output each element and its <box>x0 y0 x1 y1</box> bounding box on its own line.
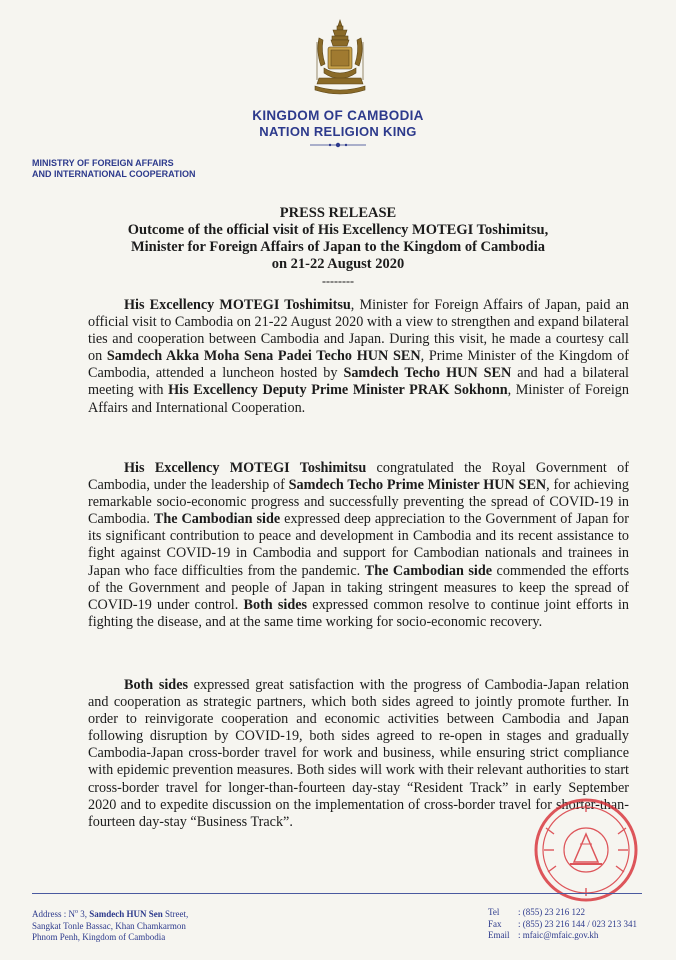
bold-run: Both sides <box>124 677 189 693</box>
address-line-2: Sangkat Tonle Bassac, Khan Chamkarmon <box>32 920 186 931</box>
release-title-line-2: Minister for Foreign Affairs of Japan to the Kingdom of Cambodia <box>130 239 546 255</box>
bold-run: Samdech Techo HUN SEN <box>343 365 512 382</box>
bold-run: Samdech Techo Prime Minister HUN SEN <box>288 477 547 494</box>
text-run: commended the efforts of the Government and people of Japan in taking stringent measures to keep the spread of COVID-19 under control. <box>88 562 629 613</box>
ministry-seal-stamp-icon <box>510 790 650 902</box>
bold-run: His Excellency MOTEGI Toshimitsu <box>124 297 351 313</box>
text-run: , Minister of Foreign Affairs and International Cooperation. <box>88 382 629 416</box>
telephone-line: Tel : (855) 23 216 122 <box>488 907 585 917</box>
address-line-1: Address : $N^o$ 3, Samdech HUN Sen Street, <box>32 909 189 919</box>
paragraph-2 <box>88 460 629 631</box>
text-run: , Minister for Foreign Affairs of Japan, paid an official visit to Cambodia on 21-22 August 2020 with a view to strengthen and expand bilateral ties and cooperation between Cambodia and Japan. During this visit, he made a courtesy call on <box>88 297 629 365</box>
text-run: expressed great satisfaction with the progress of Cambodia-Japan relation and cooperation as strategic partners, which both sides agreed to jointly promote further. In order to reinvigorate cooperation and economic activities between Cambodia and Japan following disruption by COVID-19, both sides agreed to re-open in stages and gradually Cambodia-Japan cross-border travel for work and business, while ensuring strict compliance with epidemic prevention measures. Both sides will work with their relevant authorities to start cross-border travel for longer-than-fourteen day-stay “Resident Track” in early September 2020 and to expedite discussion on the implementation of cross-border travel for shorter-than-fourteen day-stay “Business Track”. <box>88 677 630 830</box>
bold-run: His Excellency MOTEGI Toshimitsu <box>124 460 367 476</box>
address-line-3: Phnom Penh, Kingdom of Cambodia <box>32 932 166 942</box>
ministry-line-2: AND INTERNATIONAL COOPERATION <box>32 169 196 179</box>
bold-run: The Cambodian side <box>364 562 493 579</box>
release-title-line-1: Outcome of the official visit of His Excellency MOTEGI Toshimitsu, <box>127 222 549 238</box>
text-run: , for achieving remarkable socio-economic progress and successfully preventing the spread of COVID-19 in Cambodia. <box>88 477 629 528</box>
bold-run: His Excellency Deputy Prime Minister PRAK Sokhonn <box>168 382 508 399</box>
text-run: expressed common resolve to continue joint efforts in fighting the disease, and at the same time working for socio-economic recovery. <box>88 596 630 630</box>
contact-details <box>488 907 637 942</box>
text-run: congratulated the Royal Government of Cambodia, under the leadership of <box>88 460 629 494</box>
national-motto: NATION RELIGION KING <box>259 124 417 139</box>
bold-run: Samdech Akka Moha Sena Padei Techo HUN SEN <box>106 348 421 365</box>
title-separator: -------- <box>322 274 354 288</box>
footer-divider <box>32 893 642 894</box>
fax-line: Fax : (855) 23 216 144 / 023 213 341 <box>488 918 637 929</box>
text-run: and had a bilateral meeting with <box>88 365 629 399</box>
ministry-line-1: MINISTRY OF FOREIGN AFFAIRS <box>32 158 174 168</box>
royal-arms-icon <box>311 18 369 96</box>
release-title-line-3: on 21-22 August 2020 <box>271 256 405 272</box>
paragraph-1 <box>88 297 629 417</box>
text-run: expressed deep appreciation to the Government of Japan for its significant contribution to peace and development in Cambodia and its recent assistance to fight against COVID-19 in Cambodia and support for Cambodian nationals and trainees in Japan who face difficulties from the pandemic. <box>88 511 629 579</box>
bold-run: Both sides <box>243 596 308 613</box>
text-run: , Prime Minister of the Kingdom of Cambodia, attended a luncheon hosted by <box>88 348 629 382</box>
flourish-divider-icon <box>308 141 368 149</box>
bold-run: The Cambodian side <box>153 511 281 528</box>
kingdom-title: KINGDOM OF CAMBODIA <box>252 108 424 123</box>
ministry-name <box>32 158 196 180</box>
ministry-address <box>32 907 188 944</box>
press-release-heading: PRESS RELEASE <box>279 205 397 221</box>
email-line: Email : mfaic@mfaic.gov.kh <box>488 930 599 940</box>
